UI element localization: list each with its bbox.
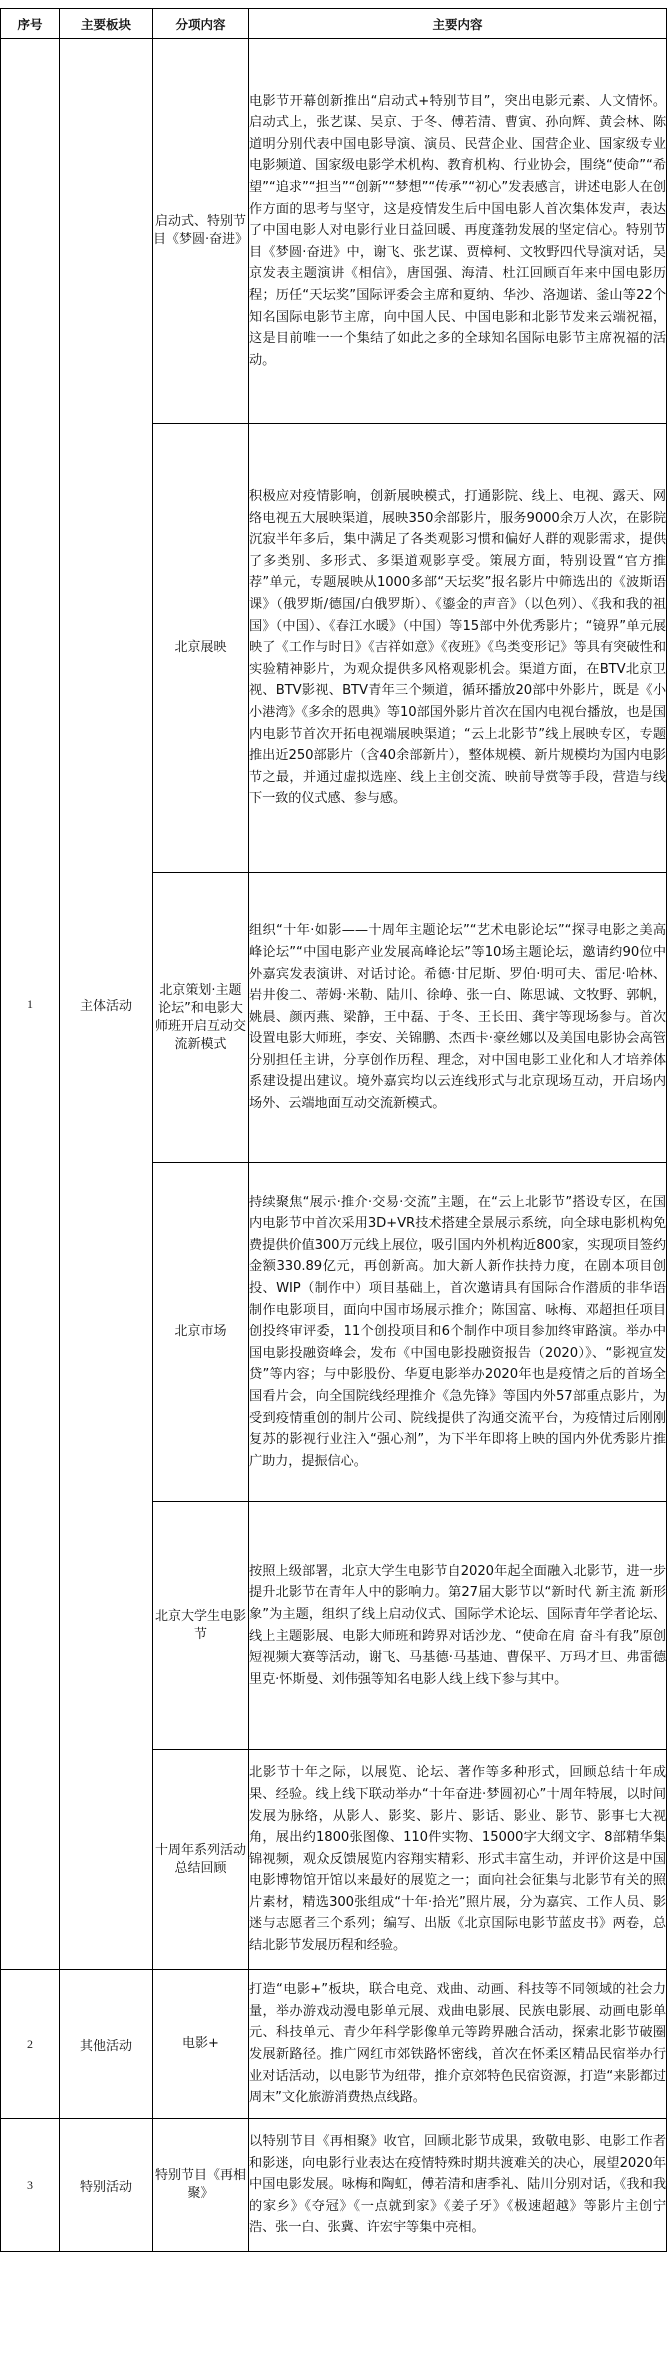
header-section: 主要板块 <box>60 9 153 39</box>
row-section: 其他活动 <box>60 1970 153 2119</box>
table-body <box>1 39 667 2252</box>
row-content: 北影节十年之际，以展览、论坛、著作等多种形式，回顾总结十年成果、经验。线上线下联动举办“十年奋进·梦圆初心”十周年特展，以时间发展为脉络，从影人、影奖、影片、影话、影业、影节、影事七大视角，展出约1800张图像、110件实物、15000字大纲文字、8部精华集锦视频，观众反馈展览内容翔实精彩、形式丰富生动，并评价这是中国电影博物馆开馆以来最好的展览之一；面向社会征集与北影节有关的照片素材，精选300张组成“十年·拾光”照片展，分为嘉宾、工作人员、影迷与志愿者三个系列；编写、出版《北京国际电影节蓝皮书》两卷，总结北影节发展历程和经验。 <box>249 1750 667 1970</box>
table-row <box>1 2119 667 2252</box>
row-content: 组织“十年·如影——十周年主题论坛”“艺术电影论坛”“探寻电影之美高峰论坛”“中国电影产业发展高峰论坛”等10场主题论坛，邀请约90位中外嘉宾发表演讲、对话讨论。希德·甘尼斯、罗伯·明可夫、雷尼·哈林、岩井俊二、蒂姆·米勒、陆川、徐峥、张一白、陈思诚、文牧野、郭帆，姚晨、颜丙燕、梁静，王中磊、于冬、王长田、龚宇等现场参与。首次设置电影大师班，李安、关锦鹏、杰西卡·豪丝娜以及美国电影协会高管分别担任主讲，分享创作历程、理念，对中国电影工业化和人才培养体系建设提出建议。境外嘉宾均以云连线形式与北京现场互动，开启场内场外、云端地面互动交流新模式。 <box>249 873 667 1163</box>
row-subitem: 十周年系列活动总结回顾 <box>153 1750 249 1970</box>
table-header-row <box>1 9 667 39</box>
row-index: 2 <box>1 1970 60 2119</box>
table-row <box>1 1970 667 2119</box>
row-content: 持续聚焦“展示·推介·交易·交流”主题，在“云上北影节”搭设专区，在国内电影节中首次采用3D+VR技术搭建全景展示系统，向全球电影机构免费提供价值300万元线上展位，吸引国内外机构近800家，实现项目签约金额330.89亿元，再创新高。加大新人新作扶持力度，在剧本项目创投、WIP（制作中）项目基础上，首次邀请具有国际合作潜质的非华语制作电影项目，面向中国市场展示推介；陈国富、咏梅、邓超担任项目创投终审评委，11个创投项目和6个制作中项目参加终审路演。举办中国电影投融资峰会，发布《中国电影投融资报告（2020）》、“影视宣发贷”等内容；与中影股份、华夏电影举办2020年也是疫情之后的首场全国看片会，向全国院线经理推介《急先锋》等国内外57部重点影片，为受到疫情重创的制片公司、院线提供了沟通交流平台，为疫情过后刚刚复苏的影视行业注入“强心剂”，为下半年即将上映的国内外优秀影片推广助力，提振信心。 <box>249 1163 667 1502</box>
row-subitem: 电影+ <box>153 1970 249 2119</box>
header-subitem: 分项内容 <box>153 9 249 39</box>
row-index: 3 <box>1 2119 60 2252</box>
row-content: 积极应对疫情影响，创新展映模式，打通影院、线上、电视、露天、网络电视五大展映渠道，展映350余部影片，服务9000余万人次，在影院沉寂半年多后，集中满足了各类观影习惯和偏好人群的观影需求，提供了多类别、多形式、多渠道观影享受。策展方面，特别设置“官方推荐”单元，专题展映从1000多部“天坛奖”报名影片中筛选出的《波斯语课》（俄罗斯/德国/白俄罗斯）、《鎏金的声音》（以色列）、《我和我的祖国》（中国）、《春江水暖》（中国）等15部中外优秀影片；“镜界”单元展映了《工作与时日》《吉祥如意》《夜班》《鸟类变形记》等具有突破性和实验精神影片，为观众提供多风格观影机会。渠道方面，在BTV北京卫视、BTV影视、BTV青年三个频道，循环播放20部中外影片，既是《小小港湾》《多余的恩典》等10部国外影片首次在国内电视台播放，也是国内电影节首次开拓电视端展映渠道；“云上北影节”线上展映专区，专题推出近250部影片（含40余部新片），整体规模、新片规模均为国内电影节之最，并通过虚拟选座、线上主创交流、映前导赏等手段，营造与线下一致的仪式感、参与感。 <box>249 424 667 873</box>
row-section: 主体活动 <box>60 39 153 1970</box>
row-subitem: 北京市场 <box>153 1163 249 1502</box>
row-content: 打造“电影+”板块，联合电竞、戏曲、动画、科技等不同领域的社会力量，举办游戏动漫电影单元展、戏曲电影展、民族电影展、动画电影单元、科技单元、青少年科学影像单元等跨界融合活动，探索北影节破圈发展新路径。推广网红市郊铁路怀密线，首次在怀柔区精品民宿举办行业对话活动，以电影节为纽带，推介京郊特色民宿资源，打造“来影都过周末”文化旅游消费热点线路。 <box>249 1970 667 2119</box>
row-subitem: 北京策划·主题论坛”和电影大师班开启互动交流新模式 <box>153 873 249 1163</box>
row-subitem: 北京展映 <box>153 424 249 873</box>
header-index: 序号 <box>1 9 60 39</box>
row-subitem: 北京大学生电影节 <box>153 1502 249 1750</box>
row-content: 电影节开幕创新推出“启动式+特别节目”，突出电影元素、人文情怀。启动式上，张艺谋、吴京、于冬、傅若清、曹寅、孙向辉、黄会林、陈道明分别代表中国电影导演、演员、民营企业、国营企业、国家级专业电影频道、国家级电影学术机构、教育机构、行业协会，围绕“使命”“希望”“追求”“担当”“创新”“梦想”“传承”“初心”发表感言，讲述电影人在创作方面的思考与坚守，这是疫情发生后中国电影人首次集体发声，表达了中国电影人对电影行业日益回暖、再度蓬勃发展的坚定信心。特别节目《梦圆·奋进》中，谢飞、张艺谋、贾樟柯、文牧野四代导演对话，吴京发表主题演讲《相信》，唐国强、海清、杜江回顾百年来中国电影历程；历任“天坛奖”国际评委会主席和夏纳、华沙、洛迦诺、釜山等22个知名国际电影节主席，向中国人民、中国电影和北影节发来云端祝福，这是目前唯一一个集结了如此之多的全球知名国际电影节主席祝福的活动。 <box>249 39 667 424</box>
row-content: 以特别节目《再相聚》收官，回顾北影节成果，致敬电影、电影工作者和影迷，向电影行业表达在疫情特殊时期共渡难关的决心，展望2020年中国电影发展。咏梅和陶虹，傅若清和唐季礼、陆川分别对话，《我和我的家乡》《夺冠》《一点就到家》《姜子牙》《极速超越》等影片主创宁浩、张一白、张冀、许宏宇等集中亮相。 <box>249 2119 667 2252</box>
table-row <box>1 39 667 424</box>
row-subitem: 启动式、特别节目《梦圆·奋进》 <box>153 39 249 424</box>
row-subitem: 特别节目《再相聚》 <box>153 2119 249 2252</box>
row-index: 1 <box>1 39 60 1970</box>
activities-table <box>0 8 667 2252</box>
header-content: 主要内容 <box>249 9 667 39</box>
row-content: 按照上级部署，北京大学生电影节自2020年起全面融入北影节，进一步提升北影节在青年人中的影响力。第27届大影节以“新时代 新主流 新形象”为主题，组织了线上启动仪式、国际学术论坛、国际青年学者论坛、线上主题影展、电影大师班和跨界对话沙龙、“使命在肩 奋斗有我”原创短视频大赛等活动，谢飞、马基德·马基迪、曹保平、万玛才旦、弗雷德里克·怀斯曼、刘伟强等知名电影人线上线下参与其中。 <box>249 1502 667 1750</box>
row-section: 特别活动 <box>60 2119 153 2252</box>
